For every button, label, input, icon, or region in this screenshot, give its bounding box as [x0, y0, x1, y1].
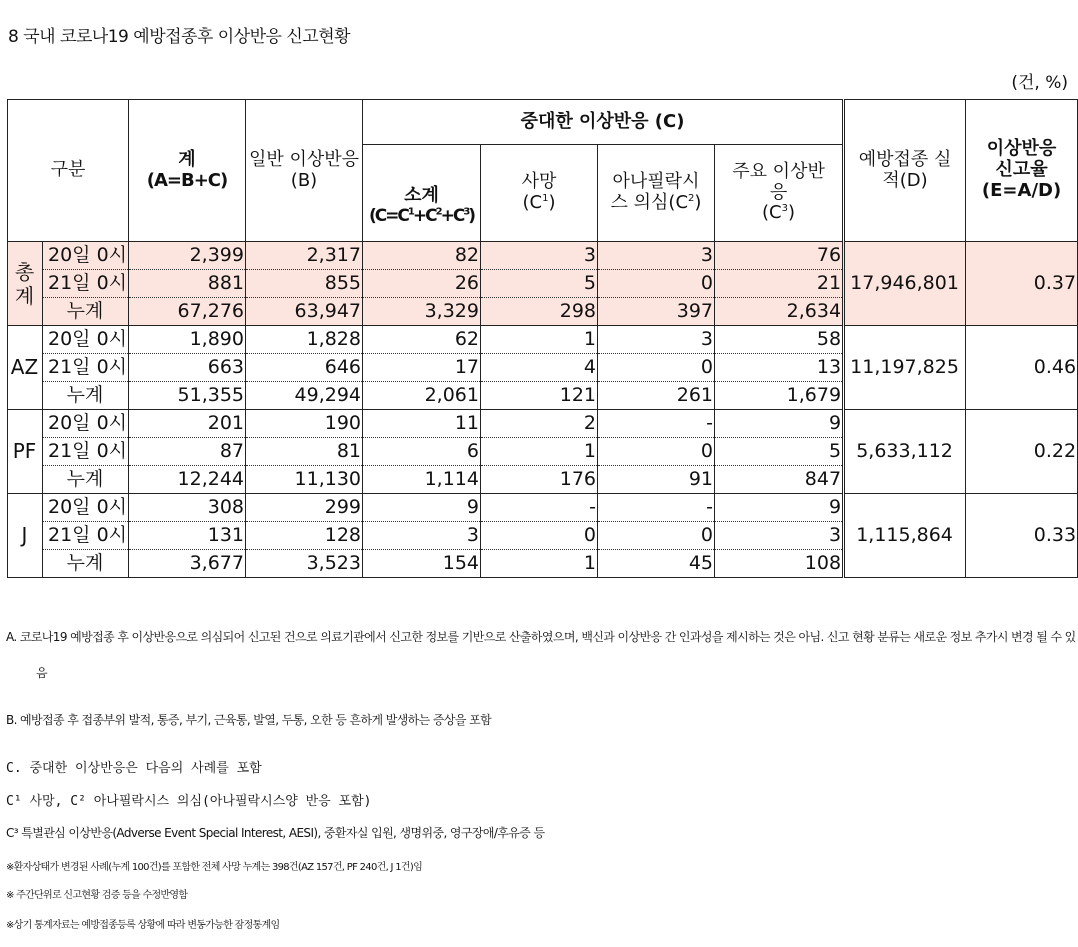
header-subtotal: 소계 $(C=C^1+C^2+C^3)$	[363, 145, 481, 242]
cell-vaccinated: 17,946,801	[844, 242, 966, 326]
cell-general: 128	[246, 522, 363, 550]
table-row	[8, 494, 1078, 522]
cell-subtotal: 62	[363, 326, 481, 354]
note-weekly: ※ 주간단위로 신고현황 검증 등을 수정반영함	[6, 890, 188, 901]
group-label: AZ	[8, 326, 43, 410]
row-label: 21일 0시	[43, 354, 129, 382]
cell-anaphylaxis: 0	[598, 270, 715, 298]
cell-general: 646	[246, 354, 363, 382]
note-a: A. 코로나19 예방접종 후 이상반응으로 의심되어 신고된 건으로 의료기관에서 신고한 정보를 기반으로 산출하였으며, 백신과 이상반응 간 인과성을 제시하는 것은 아님. 신고 현황 분류는 새로운 정보 추가시 변경 될 수 있	[6, 630, 1076, 644]
note-c1-c2: C¹ 사망, C² 아나필락시스 의심(아나필락시스양 반응 포함)	[6, 794, 372, 809]
cell-rate: 0.37	[966, 242, 1078, 326]
cell-rate: 0.33	[966, 494, 1078, 578]
cell-death: 4	[481, 354, 598, 382]
header-gubun: 구분	[8, 100, 129, 242]
cell-anaphylaxis: 91	[598, 466, 715, 494]
row-label: 21일 0시	[43, 270, 129, 298]
cell-total: 2,399	[129, 242, 246, 270]
cell-rate: 0.22	[966, 410, 1078, 494]
cell-vaccinated: 11,197,825	[844, 326, 966, 410]
note-b: B. 예방접종 후 접종부위 발적, 통증, 부기, 근육통, 발열, 두통, 오한 등 흔하게 발생하는 증상을 포함	[6, 713, 492, 727]
cell-general: 190	[246, 410, 363, 438]
note-death-total: ※환자상태가 변경된 사례(누계 100건)를 포함한 전체 사망 누계는 398건(AZ 157건, PF 240건, J 1건)임	[6, 862, 423, 873]
row-label: 20일 0시	[43, 410, 129, 438]
header-vaccinated: 예방접종 실적(D)	[844, 100, 966, 242]
cell-major: 1,679	[715, 382, 844, 410]
row-label: 20일 0시	[43, 494, 129, 522]
cell-anaphylaxis: 261	[598, 382, 715, 410]
header-death: 사망 $(C^1)$	[481, 145, 598, 242]
cell-vaccinated: 5,633,112	[844, 410, 966, 494]
cell-total: 201	[129, 410, 246, 438]
cell-major: 13	[715, 354, 844, 382]
cell-major: 108	[715, 550, 844, 578]
cell-total: 67,276	[129, 298, 246, 326]
row-label: 누계	[43, 382, 129, 410]
cell-major: 3	[715, 522, 844, 550]
cell-anaphylaxis: 0	[598, 438, 715, 466]
header-rate: 이상반응 신고율 (E=A/D)	[966, 100, 1078, 242]
cell-subtotal: 82	[363, 242, 481, 270]
header-serious: 중대한 이상반응 (C)	[363, 100, 844, 145]
cell-general: 49,294	[246, 382, 363, 410]
cell-anaphylaxis: 45	[598, 550, 715, 578]
cell-death: 3	[481, 242, 598, 270]
cell-anaphylaxis: 3	[598, 326, 715, 354]
header-major: 주요 이상반 응 $(C^3)$	[715, 145, 844, 242]
group-label: PF	[8, 410, 43, 494]
cell-anaphylaxis: 0	[598, 354, 715, 382]
cell-anaphylaxis: 397	[598, 298, 715, 326]
cell-death: 5	[481, 270, 598, 298]
row-label: 20일 0시	[43, 242, 129, 270]
cell-subtotal: 1,114	[363, 466, 481, 494]
cell-death: 1	[481, 438, 598, 466]
cell-total: 51,355	[129, 382, 246, 410]
cell-anaphylaxis: -	[598, 494, 715, 522]
cell-total: 1,890	[129, 326, 246, 354]
table-row	[8, 410, 1078, 438]
cell-total: 87	[129, 438, 246, 466]
cell-general: 81	[246, 438, 363, 466]
cell-subtotal: 154	[363, 550, 481, 578]
cell-general: 3,523	[246, 550, 363, 578]
cell-subtotal: 11	[363, 410, 481, 438]
cell-death: -	[481, 494, 598, 522]
cell-general: 2,317	[246, 242, 363, 270]
cell-vaccinated: 1,115,864	[844, 494, 966, 578]
header-general: 일반 이상반응 (B)	[246, 100, 363, 242]
cell-general: 299	[246, 494, 363, 522]
cell-general: 855	[246, 270, 363, 298]
cell-major: 9	[715, 410, 844, 438]
cell-death: 0	[481, 522, 598, 550]
cell-anaphylaxis: 3	[598, 242, 715, 270]
cell-general: 63,947	[246, 298, 363, 326]
cell-death: 2	[481, 410, 598, 438]
cell-subtotal: 9	[363, 494, 481, 522]
cell-death: 176	[481, 466, 598, 494]
row-label: 21일 0시	[43, 522, 129, 550]
cell-total: 12,244	[129, 466, 246, 494]
row-label: 누계	[43, 298, 129, 326]
cell-major: 21	[715, 270, 844, 298]
cell-subtotal: 26	[363, 270, 481, 298]
cell-rate: 0.46	[966, 326, 1078, 410]
cell-total: 663	[129, 354, 246, 382]
cell-subtotal: 3	[363, 522, 481, 550]
row-label: 20일 0시	[43, 326, 129, 354]
note-c3: C³ 특별관심 이상반응(Adverse Event Special Interest, AESI), 중환자실 입원, 생명위중, 영구장애/후유증 등	[6, 826, 545, 840]
cell-subtotal: 2,061	[363, 382, 481, 410]
cell-anaphylaxis: -	[598, 410, 715, 438]
cell-total: 3,677	[129, 550, 246, 578]
cell-major: 9	[715, 494, 844, 522]
adverse-reaction-table	[7, 99, 1078, 578]
cell-major: 58	[715, 326, 844, 354]
cell-total: 131	[129, 522, 246, 550]
group-label: 총 계	[8, 242, 43, 326]
group-label: J	[8, 494, 43, 578]
table-row	[8, 242, 1078, 270]
header-anaphylaxis: 아나필락시 스 의심$(C^2)$	[598, 145, 715, 242]
unit-label: (건, %)	[1011, 73, 1068, 93]
cell-subtotal: 3,329	[363, 298, 481, 326]
cell-anaphylaxis: 0	[598, 522, 715, 550]
cell-general: 1,828	[246, 326, 363, 354]
cell-death: 298	[481, 298, 598, 326]
cell-major: 2,634	[715, 298, 844, 326]
cell-total: 308	[129, 494, 246, 522]
cell-death: 1	[481, 326, 598, 354]
cell-death: 1	[481, 550, 598, 578]
cell-major: 5	[715, 438, 844, 466]
cell-subtotal: 17	[363, 354, 481, 382]
table-row	[8, 326, 1078, 354]
header-total: 계 (A=B+C)	[129, 100, 246, 242]
note-provisional: ※상기 통계자료는 예방접종등록 상황에 따라 변동가능한 잠정통계임	[6, 920, 280, 931]
cell-major: 847	[715, 466, 844, 494]
row-label: 21일 0시	[43, 438, 129, 466]
page-title: 8 국내 코로나19 예방접종후 이상반응 신고현황	[8, 27, 351, 47]
cell-major: 76	[715, 242, 844, 270]
cell-general: 11,130	[246, 466, 363, 494]
note-c: C. 중대한 이상반응은 다음의 사례를 포함	[6, 761, 262, 776]
cell-subtotal: 6	[363, 438, 481, 466]
row-label: 누계	[43, 550, 129, 578]
cell-total: 881	[129, 270, 246, 298]
row-label: 누계	[43, 466, 129, 494]
note-a-cont: 음	[36, 666, 47, 680]
cell-death: 121	[481, 382, 598, 410]
